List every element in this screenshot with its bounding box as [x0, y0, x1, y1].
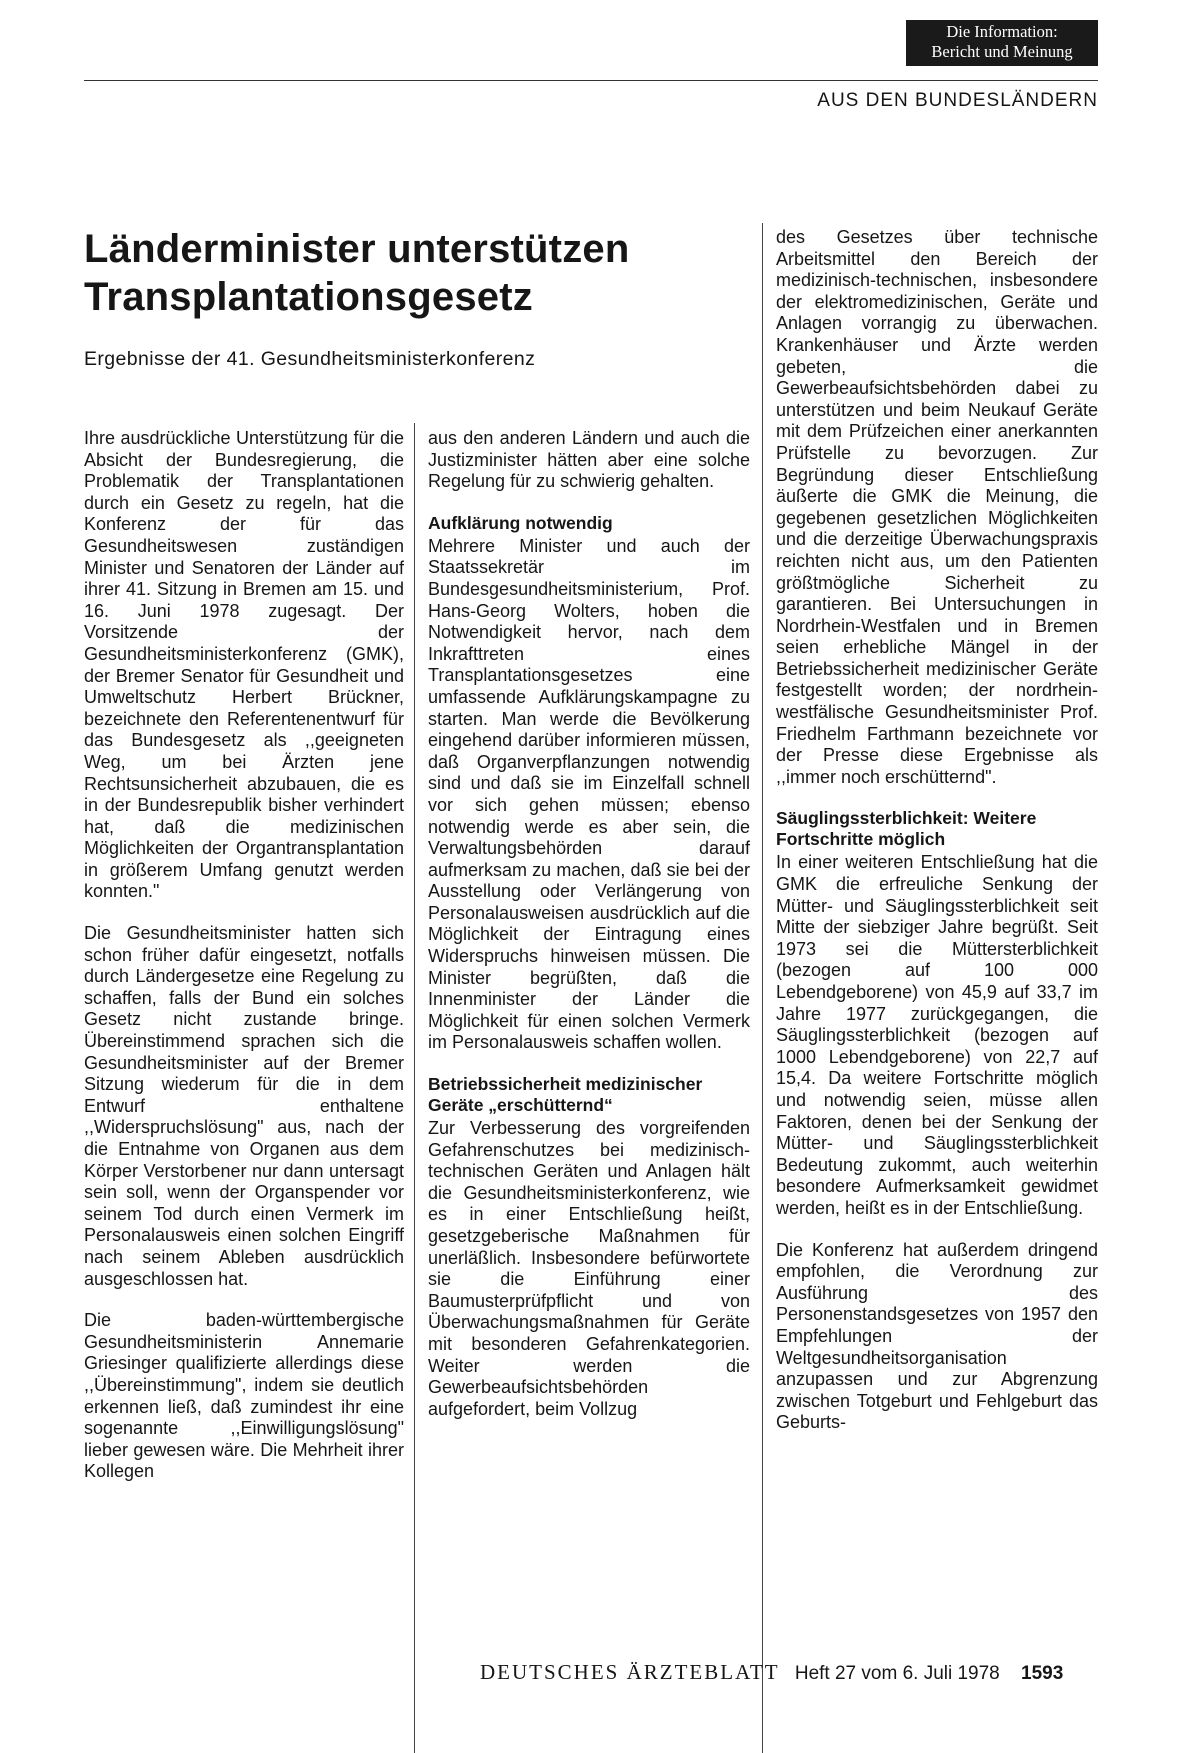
text-column-1: [84, 428, 404, 1503]
paragraph: Zur Verbesserung des vorgreifenden Gefahrenschutzes bei medizinisch-technischen Geräten und Anlagen hält die Gesundheitsministerkonferenz, wie es in einer Entschließung heißt, gesetzgeberische Maßnahmen für unerläßlich. Insbesondere befürwortete sie die Einführung einer Baumusterprüfpflicht und von Überwachungsmaßnahmen für Geräte mit besonderen Gefahrenkategorien. Weiter werden die Gewerbeaufsichtsbehörden aufgefordert, beim Vollzug: [428, 1118, 750, 1419]
paragraph: des Gesetzes über technische Arbeitsmittel den Bereich der medizinisch-technischen, insbesondere der elektromedizinischen, Geräte und Anlagen vorrangig zu überwachen. Krankenhäuser und Ärzte werden gebeten, die Gewerbeaufsichtsbehörden dabei zu unterstützen und beim Neukauf Geräte mit dem Prüfzeichen einer anerkannten Prüfstelle zu bevorzugen. Zur Begründung dieser Entschließung äußerte die GMK die Meinung, die gegebenen gesetzlichen Möglichkeiten und die derzeitige Überwachungspraxis reichten nicht aus, um den Patienten größtmögliche Sicherheit zu garantieren. Bei Untersuchungen in Nordrhein-Westfalen und in Bremen seien erhebliche Mängel in der Betriebssicherheit medizinischer Geräte festgestellt worden; der nordrhein-westfälische Gesundheitsminister Prof. Friedhelm Farthmann bezeichnete vor der Presse diese Ergebnisse als ,,immer noch erschütternd".: [776, 227, 1098, 787]
page-number: 1593: [1021, 1663, 1064, 1684]
magazine-name: DEUTSCHES ÄRZTEBLATT: [480, 1660, 780, 1684]
section-badge: [906, 20, 1098, 66]
section-label: AUS DEN BUNDESLÄNDERN: [817, 90, 1098, 111]
column-divider-2: [762, 223, 763, 1753]
paragraph: Die Gesundheitsminister hatten sich schon früher dafür eingesetzt, notfalls durch Ländergesetze eine Regelung zu schaffen, falls der Bund ein solches Gesetz nicht zustande bringe. Übereinstimmend sprachen sich die Gesundheitsminister auf der Bremer Sitzung wiederum für die in dem Entwurf enthaltene ,,Widerspruchslösung" aus, nach der die Entnahme von Organen aus dem Körper Verstorbener nur dann untersagt sein soll, wenn der Organspender vor seinem Tod durch einen Vermerk im Personalausweis einen solchen Eingriff nach seinem Ableben ausdrücklich ausgeschlossen hat.: [84, 923, 404, 1289]
headline-line-2: Transplantationsgesetz: [84, 275, 533, 319]
paragraph: Die Konferenz hat außerdem dringend empfohlen, die Verordnung zur Ausführung des Personenstandsgesetzes von 1957 den Empfehlungen der Weltgesundheitsorganisation anzupassen und zur Abgrenzung zwischen Totgeburt und Fehlgeburt das Geburts-: [776, 1239, 1098, 1433]
badge-line-1: Die Information:: [946, 22, 1058, 41]
subheading: Säuglingssterblichkeit: Weitere Fortschritte möglich: [776, 808, 1037, 850]
issue-info: Heft 27 vom 6. Juli 1978: [794, 1663, 1000, 1684]
article-headline: [84, 225, 724, 321]
paragraph: In einer weiteren Entschließung hat die GMK die erfreuliche Senkung der Mütter- und Säuglingssterblichkeit seit Mitte der siebziger Jahre begrüßt. Seit 1973 sei die Müttersterblichkeit (bezogen auf 100 000 Lebendgeborene) von 45,9 auf 33,7 im Jahre 1977 zurückgegangen, die Säuglingssterblichkeit (bezogen auf 1000 Lebendgeborene) von 22,7 auf 15,4. Da weitere Fortschritte möglich und notwendig seien, müsse allen Faktoren, denen bei der Senkung der Mütter- und Säuglingssterblichkeit Bedeutung zukommt, auch weiterhin besondere Aufmerksamkeit gewidmet werden, heißt es in der Entschließung.: [776, 852, 1098, 1218]
article-subtitle: Ergebnisse der 41. Gesundheitsministerkonferenz: [84, 348, 536, 370]
subheading: Aufklärung notwendig: [428, 512, 613, 533]
paragraph: aus den anderen Ländern und auch die Justizminister hätten aber eine solche Regelung für zu schwierig gehalten.: [428, 428, 750, 492]
subheading: Betriebssicherheit medizinischer Geräte „erschütternd“: [428, 1074, 703, 1116]
text-column-2: [428, 428, 750, 1440]
text-column-3: [776, 227, 1098, 1454]
column-divider-1: [414, 423, 415, 1753]
paragraph: Ihre ausdrückliche Unterstützung für die Absicht der Bundesregierung, die Problematik der Transplantationen durch ein Gesetz zu regeln, hat die Konferenz der für das Gesundheitswesen zuständigen Minister und Senatoren der Länder auf ihrer 41. Sitzung in Bremen am 15. und 16. Juni 1978 zugesagt. Der Vorsitzende der Gesundheitsministerkonferenz (GMK), der Bremer Senator für Gesundheit und Umweltschutz Herbert Brückner, bezeichnete den Referentenentwurf für das Bundesgesetz als ,,geeigneten Weg, um bei Ärzten jene Rechtsunsicherheit abzubauen, die es in der Bundesrepublik bisher verhindert hat, daß die medizinischen Möglichkeiten der Organtransplantation in größerem Umfang genutzt werden konnten.": [84, 428, 404, 902]
headline-line-1: Länderminister unterstützen: [84, 227, 630, 271]
paragraph: Mehrere Minister und auch der Staatssekretär im Bundesgesundheitsministerium, Prof. Hans-Georg Wolters, hoben die Notwendigkeit hervor, nach dem Inkrafttreten eines Transplantationsgesetzes eine umfassende Aufklärungskampagne zu starten. Man werde die Bevölkerung eingehend darüber informieren müssen, daß Organverpflanzungen notwendig sind und daß sie im Einzelfall schnell vor sich gehen müssen; ebenso notwendig werde es aber sein, die Verwaltungsbehörden darauf aufmerksam zu machen, daß sie bei der Ausstellung oder Verlängerung von Personalausweisen ausdrücklich auf die Möglichkeit der Eintragung eines Widerspruchs hinweisen müssen. Die Minister begrüßten, daß die Innenminister der Länder die Möglichkeit für einen solchen Vermerk im Personalausweis schaffen wollen.: [428, 535, 750, 1053]
badge-line-2: Bericht und Meinung: [931, 42, 1073, 61]
page-footer: [480, 1660, 1063, 1685]
header-rule: [84, 80, 1098, 81]
paragraph: Die baden-württembergische Gesundheitsministerin Annemarie Griesinger qualifizierte allerdings diese ,,Übereinstimmung", indem sie deutlich erkennen ließ, daß zumindest ihr eine sogenannte ,,Einwilligungslösung" lieber gewesen wäre. Die Mehrheit ihrer Kollegen: [84, 1310, 404, 1482]
